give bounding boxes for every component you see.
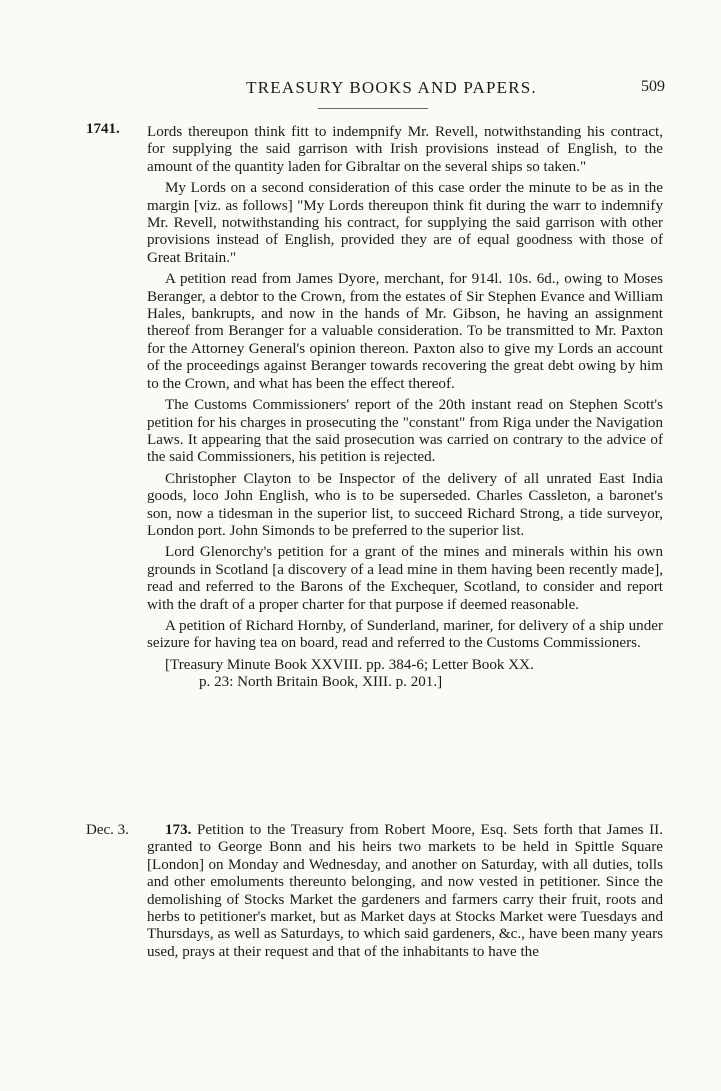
paragraph: Christopher Clayton to be Inspector of the delivery of all unrated East India goods, loco John English, who is to be superseded. Charles Cassleton, a baronet's son, now a tidesman in the superior list, to succeed Richard Strong, a tide surveyor, London port. John Simonds to be preferred to the superior list.: [147, 470, 663, 539]
item-text: Petition to the Treasury from Robert Moore, Esq. Sets forth that James II. granted to George Bonn and his heirs two markets to be held in Spittle Square [London] on Monday and Wednesday, and another on Saturday, with all duties, tolls and other emoluments thereunto belonging, and now vested in petitioner. Since the demolishing of Stocks Market the gardeners and farmers carry their fruit, roots and herbs to petitioner's market, but as Market days at Stocks Market were Tuesdays and Thursdays, as well as Saturdays, to which said gardeners, &c., have been many years used, prays at their request and that of the inhabitants to have the: [147, 822, 663, 960]
citation: [147, 657, 663, 692]
page-number: 509: [641, 78, 665, 95]
main-text-block: [147, 124, 663, 696]
running-title: TREASURY BOOKS AND PAPERS.: [246, 78, 537, 97]
margin-date: Dec. 3.: [86, 822, 129, 838]
header-rule: [318, 108, 428, 109]
item-number: 173.: [165, 822, 192, 838]
paragraph: My Lords on a second consideration of this case order the minute to be as in the margin [viz. as follows] "My Lords thereupon think fit during the warr to indemnify Mr. Revell, notwithstanding his contract, for supplying the said garrison with other provisions instead of English, provided they are of equal goodness with those of Great Britain.": [147, 180, 663, 266]
paragraph: Lords thereupon think fitt to indempnify Mr. Revell, notwithstanding his contract, for supplying the said garrison with Irish provisions instead of English, to the amount of the quantity laden for Gibraltar on the several ships so taken.": [147, 124, 663, 175]
margin-year: 1741.: [86, 121, 120, 137]
paragraph: Lord Glenorchy's petition for a grant of the mines and minerals within his own grounds in Scotland [a discovery of a lead mine in them having been recently made], read and referred to the Barons of the Exchequer, Scotland, to consider and report with the draft of a proper charter for that purpose if deemed reasonable.: [147, 544, 663, 613]
paragraph: A petition read from James Dyore, merchant, for 914l. 10s. 6d., owing to Moses Beranger, a debtor to the Crown, from the estates of Sir Stephen Evance and William Hales, bankrupts, and now in the hands of Mr. Gibson, he having an assignment thereof from Beranger for a valuable consideration. To be transmitted to Mr. Paxton for the Attorney General's opinion thereon. Paxton also to give my Lords an account of the proceedings against Beranger towards recovering the great debt owing by him to the Crown, and what has been the effect thereof.: [147, 271, 663, 392]
item-block: [147, 822, 663, 965]
item-paragraph: [147, 822, 663, 961]
citation-line-1: [Treasury Minute Book XXVIII. pp. 384-6; Letter Book XX.: [165, 656, 534, 673]
citation-line-2: p. 23: North Britain Book, XIII. p. 201.]: [199, 674, 443, 691]
paragraph: The Customs Commissioners' report of the 20th instant read on Stephen Scott's petition for his charges in prosecuting the "constant" from Riga under the Navigation Laws. It appearing that the said prosecution was carried on contrary to the advice of the said Commissioners, his petition is rejected.: [147, 397, 663, 466]
paragraph: A petition of Richard Hornby, of Sunderland, mariner, for delivery of a ship under seizure for having tea on board, read and referred to the Customs Commissioners.: [147, 617, 663, 652]
